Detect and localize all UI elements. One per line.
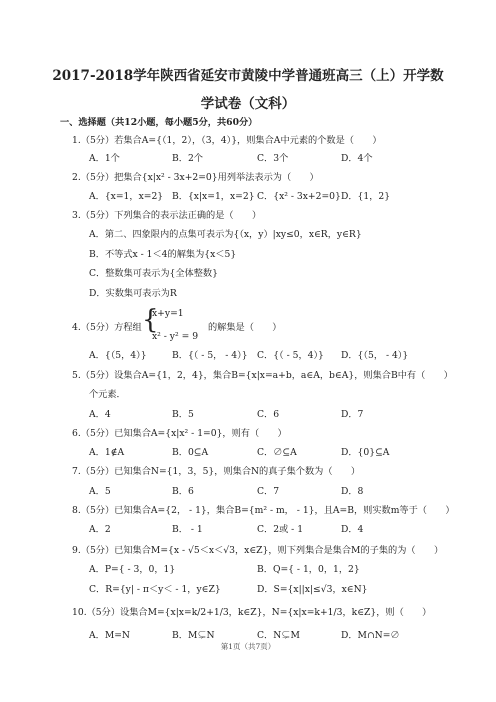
q4-option-d: D．{（5， - 4）}: [341, 350, 409, 361]
q1-option-b: B．2个: [172, 153, 203, 164]
q8-stem: 8.（5分）已知集合A={2， - 1}，集合B={m² - m， - 1}，且A=B，则实数m等于（ ）: [72, 505, 455, 516]
q7-option-d: D．8: [341, 486, 364, 497]
q2-stem: 2.（5分）把集合{x|x² - 3x+2=0}用列举法表示为（ ）: [72, 172, 319, 183]
q6-option-c: C．∅⊆A: [257, 447, 297, 458]
q8-option-c: C．2或 - 1: [257, 524, 304, 535]
q4-option-b: B．{（ - 5， - 4）}: [172, 350, 248, 361]
q8-option-b: B． - 1: [172, 524, 203, 535]
title-line-2: 学试卷（文科）: [200, 96, 296, 112]
q2-option-d: D．{1，2}: [341, 191, 391, 202]
q9-option-a: A．P={ - 3，0，1}: [89, 564, 176, 575]
q5-stem-continued: 个元素．: [89, 389, 126, 400]
q3-option-a: A．第二、四象限内的点集可表示为{（x，y）|xy≤0，x∈R，y∈R}: [89, 229, 362, 240]
q4-option-c: C．{（ - 5，4）}: [257, 350, 324, 361]
q7-stem: 7.（5分）已知集合N={1，3，5}，则集合N的真子集个数为（ ）: [72, 466, 361, 477]
q4-stem-post: 的解集是（ ）: [208, 322, 282, 333]
q3-option-b: B．不等式x - 1＜4的解集为{x＜5}: [89, 249, 237, 260]
q3-option-c: C．整数集可表示为{全体整数}: [89, 268, 218, 279]
q2-option-c: C．{x² - 3x+2=0}: [257, 191, 341, 202]
q7-option-b: B．6: [172, 486, 194, 497]
page-footer: 第1页（共7页）: [220, 642, 276, 651]
q6-option-d: D．{0}⊆A: [341, 447, 390, 458]
q7-option-a: A．5: [89, 486, 111, 497]
q4-option-a: A．{（5，4）}: [89, 350, 147, 361]
q5-option-c: C．6: [257, 409, 280, 420]
q1-stem: 1.（5分）若集合A={（1，2），（3，4）}，则集合A中元素的个数是（ ）: [72, 135, 382, 146]
q10-option-a: A．M=N: [89, 630, 130, 641]
q2-option-a: A．{x=1，x=2}: [89, 191, 164, 202]
q4-equation-1: x+y=1: [152, 308, 184, 319]
q8-option-d: D．4: [341, 524, 364, 535]
q10-stem: 10.（5分）设集合M={x|x=k/2+1/3，k∈Z}，N={x|x=k+1/3，k∈Z}，则（ ）: [72, 607, 432, 618]
q4-brace: {: [142, 305, 159, 335]
q4-stem-pre: 4.（5分）方程组: [72, 322, 142, 333]
q4-equation-2: x² - y² = 9: [152, 331, 199, 342]
q1-option-a: A．1个: [89, 153, 120, 164]
q2-option-b: B．{x|x=1，x=2}: [172, 191, 255, 202]
q9-option-c: C．R={y| - π＜y＜ - 1，y∈Z}: [89, 584, 221, 595]
title-line-1: 2017-2018学年陕西省延安市黄陵中学普通班高三（上）开学数: [52, 68, 444, 84]
q5-option-a: A．4: [89, 409, 111, 420]
q8-option-a: A．2: [89, 524, 111, 535]
q1-option-d: D．4个: [341, 153, 373, 164]
q6-option-b: B．0⊆A: [172, 447, 209, 458]
q5-option-d: D．7: [341, 409, 364, 420]
q9-stem: 9.（5分）已知集合M={x - √5＜x＜√3，x∈Z}，则下列集合是集合M的子集的为（ ）: [72, 545, 444, 556]
q10-option-c: C．N⊊M: [257, 630, 300, 641]
q3-stem: 3.（5分）下列集合的表示法正确的是（ ）: [72, 210, 262, 221]
q6-option-a: A．1∉A: [89, 447, 125, 458]
q9-option-d: D．S={x||x|≤√3，x∈N}: [257, 584, 368, 595]
q5-option-b: B．5: [172, 409, 194, 420]
q10-option-d: D．M∩N=∅: [341, 630, 400, 641]
q7-option-c: C．7: [257, 486, 280, 497]
q9-option-b: B．Q={ - 1，0，1，2}: [257, 564, 360, 575]
q1-option-c: C．3个: [257, 153, 289, 164]
q5-stem: 5.（5分）设集合A={1，2，4}，集合B={x|x=a+b，a∈A，b∈A}，则集合B中有（ ）: [72, 370, 453, 381]
section-heading: 一、选择题（共12小题，每小题5分，共60分）: [60, 117, 258, 128]
q6-stem: 6.（5分）已知集合A={x|x² - 1=0}，则有（ ）: [72, 428, 287, 439]
q3-option-d: D．实数集可表示为R: [89, 288, 177, 299]
q10-option-b: B．M⊊N: [172, 630, 215, 641]
